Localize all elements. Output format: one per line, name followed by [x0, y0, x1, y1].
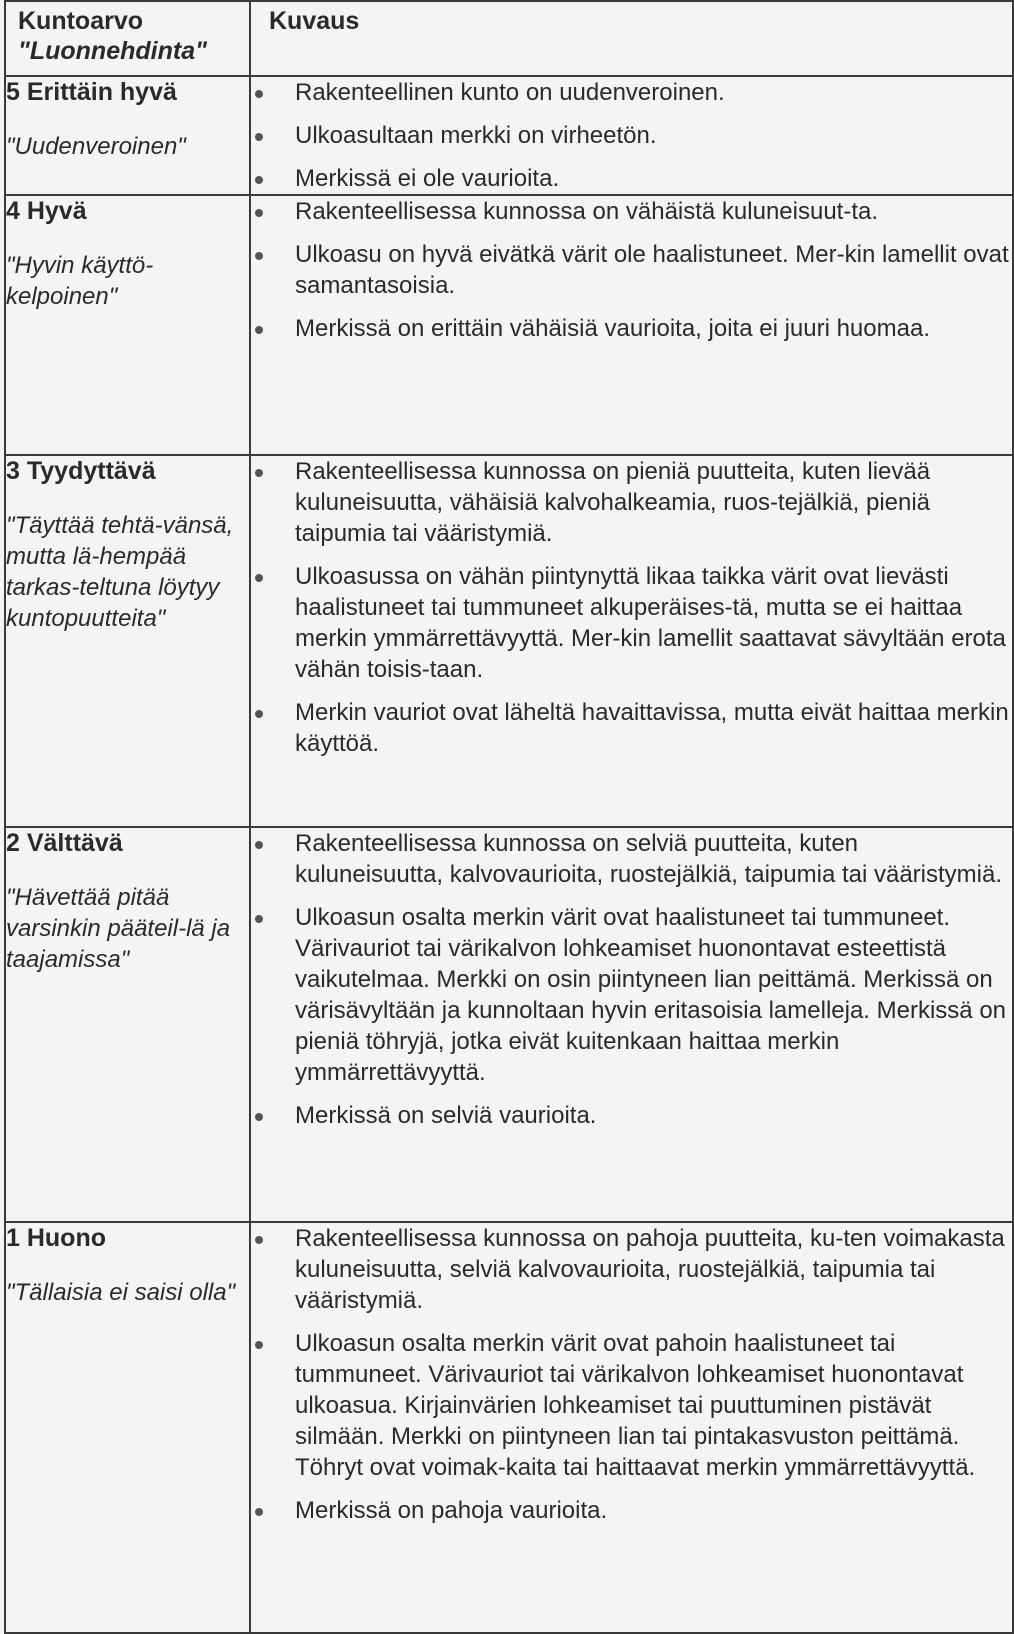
bullet-dot-icon	[255, 1341, 263, 1349]
bullet-list	[251, 828, 1012, 1131]
bullet-item: Ulkoasun osalta merkin värit ovat pahoin haalistuneet tai tummuneet. Värivauriot tai värikalvon lohkeamiset huonontavat ulkoasua. Kirjainvärien lohkeamiset tai puuttuminen pistävät silmään. Merkki on piintyneen lian tai pintakasvuston peittämä. Töhryt ovat voimak-kaita tai haittaavat merkin ymmärrettävyyttä.	[251, 1328, 1012, 1483]
grade-quote: "Täyttää tehtä-vänsä, mutta lä-hempää tarkas-teltuna löytyy kuntopuutteita"	[6, 512, 234, 632]
bullet-list	[251, 1223, 1012, 1526]
header-rating-label: Kuntoarvo	[18, 7, 143, 35]
bullet-dot-icon	[255, 176, 263, 184]
bullet-dot-icon	[255, 915, 263, 923]
description-cell	[250, 827, 1013, 1222]
bullet-dot-icon	[255, 326, 263, 334]
rating-cell	[5, 827, 250, 1222]
bullet-item: Merkissä on selviä vaurioita.	[251, 1100, 1012, 1131]
condition-table	[4, 0, 1014, 1634]
bullet-dot-icon	[255, 574, 263, 582]
bullet-item: Merkissä on pahoja vaurioita.	[251, 1495, 1012, 1526]
grade-quote: "Hävettää pitää varsinkin pääteil-lä ja taajamissa"	[6, 884, 231, 973]
bullet-dot-icon	[255, 209, 263, 217]
bullet-item: Merkissä on erittäin vähäisiä vaurioita, joita ei juuri huomaa.	[251, 313, 1012, 344]
bullet-item: Merkissä ei ole vaurioita.	[251, 163, 1012, 194]
description-cell	[250, 455, 1013, 827]
bullet-dot-icon	[255, 841, 263, 849]
grade-label: 1 Huono	[6, 1224, 106, 1252]
bullet-item: Rakenteellisessa kunnossa on pahoja puutteita, ku-ten voimakasta kuluneisuutta, selviä kalvovaurioita, ruostejälkiä, taipumia tai vääristymiä.	[251, 1223, 1012, 1316]
table-header-row	[5, 1, 1013, 76]
table-row	[5, 195, 1013, 455]
bullet-item: Rakenteellisessa kunnossa on selviä puutteita, kuten kuluneisuutta, kalvovaurioita, ruostejälkiä, taipumia tai vääristymiä.	[251, 828, 1012, 890]
rating-cell	[5, 455, 250, 827]
header-cell-description	[250, 1, 1013, 76]
bullet-item: Ulkoasun osalta merkin värit ovat haalistuneet tai tummuneet. Värivauriot tai värikalvon lohkeamiset huonontavat esteettistä vaikutelmaa. Merkki on osin piintyneen lian peittämä. Merkissä on värisävyltään ja kunnoltaan hyvin eritasoisia lamelleja. Merkissä on pieniä töhryjä, jotka eivät kuitenkaan haittaa merkin ymmärrettävyyttä.	[251, 902, 1012, 1088]
bullet-item: Ulkoasussa on vähän piintynyttä likaa taikka värit ovat lievästi haalistuneet tai tummuneet alkuperäises-tä, mutta se ei haittaa merkin ymmärrettävyyttä. Mer-kin lamellit saattavat sävyltään erota vähän toisis-taan.	[251, 561, 1012, 685]
description-cell	[250, 195, 1013, 455]
bullet-dot-icon	[255, 469, 263, 477]
table-row	[5, 455, 1013, 827]
grade-quote: "Tällaisia ei saisi olla"	[6, 1279, 236, 1306]
header-description-label: Kuvaus	[269, 7, 360, 35]
table-row	[5, 1222, 1013, 1633]
grade-label: 3 Tyydyttävä	[6, 457, 156, 485]
header-characterization-label: "Luonnehdinta"	[18, 37, 207, 65]
bullet-list	[251, 196, 1012, 344]
grade-label: 2 Välttävä	[6, 829, 123, 857]
bullet-item: Ulkoasu on hyvä eivätkä värit ole haalistuneet. Mer-kin lamellit ovat samantasoisia.	[251, 239, 1012, 301]
header-cell-rating	[5, 1, 250, 76]
rating-cell	[5, 195, 250, 455]
bullet-dot-icon	[255, 1236, 263, 1244]
bullet-dot-icon	[255, 1113, 263, 1121]
bullet-list	[251, 77, 1012, 194]
grade-label: 5 Erittäin hyvä	[6, 78, 177, 106]
bullet-item: Rakenteellinen kunto on uudenveroinen.	[251, 77, 1012, 108]
rating-cell	[5, 1222, 250, 1633]
bullet-item: Rakenteellisessa kunnossa on pieniä puutteita, kuten lievää kuluneisuutta, vähäisiä kalvohalkeamia, ruos-tejälkiä, pieniä taipumia tai vääristymiä.	[251, 456, 1012, 549]
rating-cell	[5, 76, 250, 195]
table-row	[5, 76, 1013, 195]
bullet-item: Merkin vauriot ovat läheltä havaittavissa, mutta eivät haittaa merkin käyttöä.	[251, 697, 1012, 759]
grade-quote: "Uudenveroinen"	[6, 133, 186, 160]
grade-quote: "Hyvin käyttö-kelpoinen"	[6, 252, 154, 310]
bullet-dot-icon	[255, 710, 263, 718]
description-cell	[250, 76, 1013, 195]
bullet-dot-icon	[255, 252, 263, 260]
grade-label: 4 Hyvä	[6, 197, 87, 225]
description-cell	[250, 1222, 1013, 1633]
bullet-item: Rakenteellisessa kunnossa on vähäistä kuluneisuut-ta.	[251, 196, 1012, 227]
bullet-dot-icon	[255, 133, 263, 141]
table-row	[5, 827, 1013, 1222]
bullet-item: Ulkoasultaan merkki on virheetön.	[251, 120, 1012, 151]
bullet-list	[251, 456, 1012, 759]
bullet-dot-icon	[255, 1508, 263, 1516]
bullet-dot-icon	[255, 90, 263, 98]
